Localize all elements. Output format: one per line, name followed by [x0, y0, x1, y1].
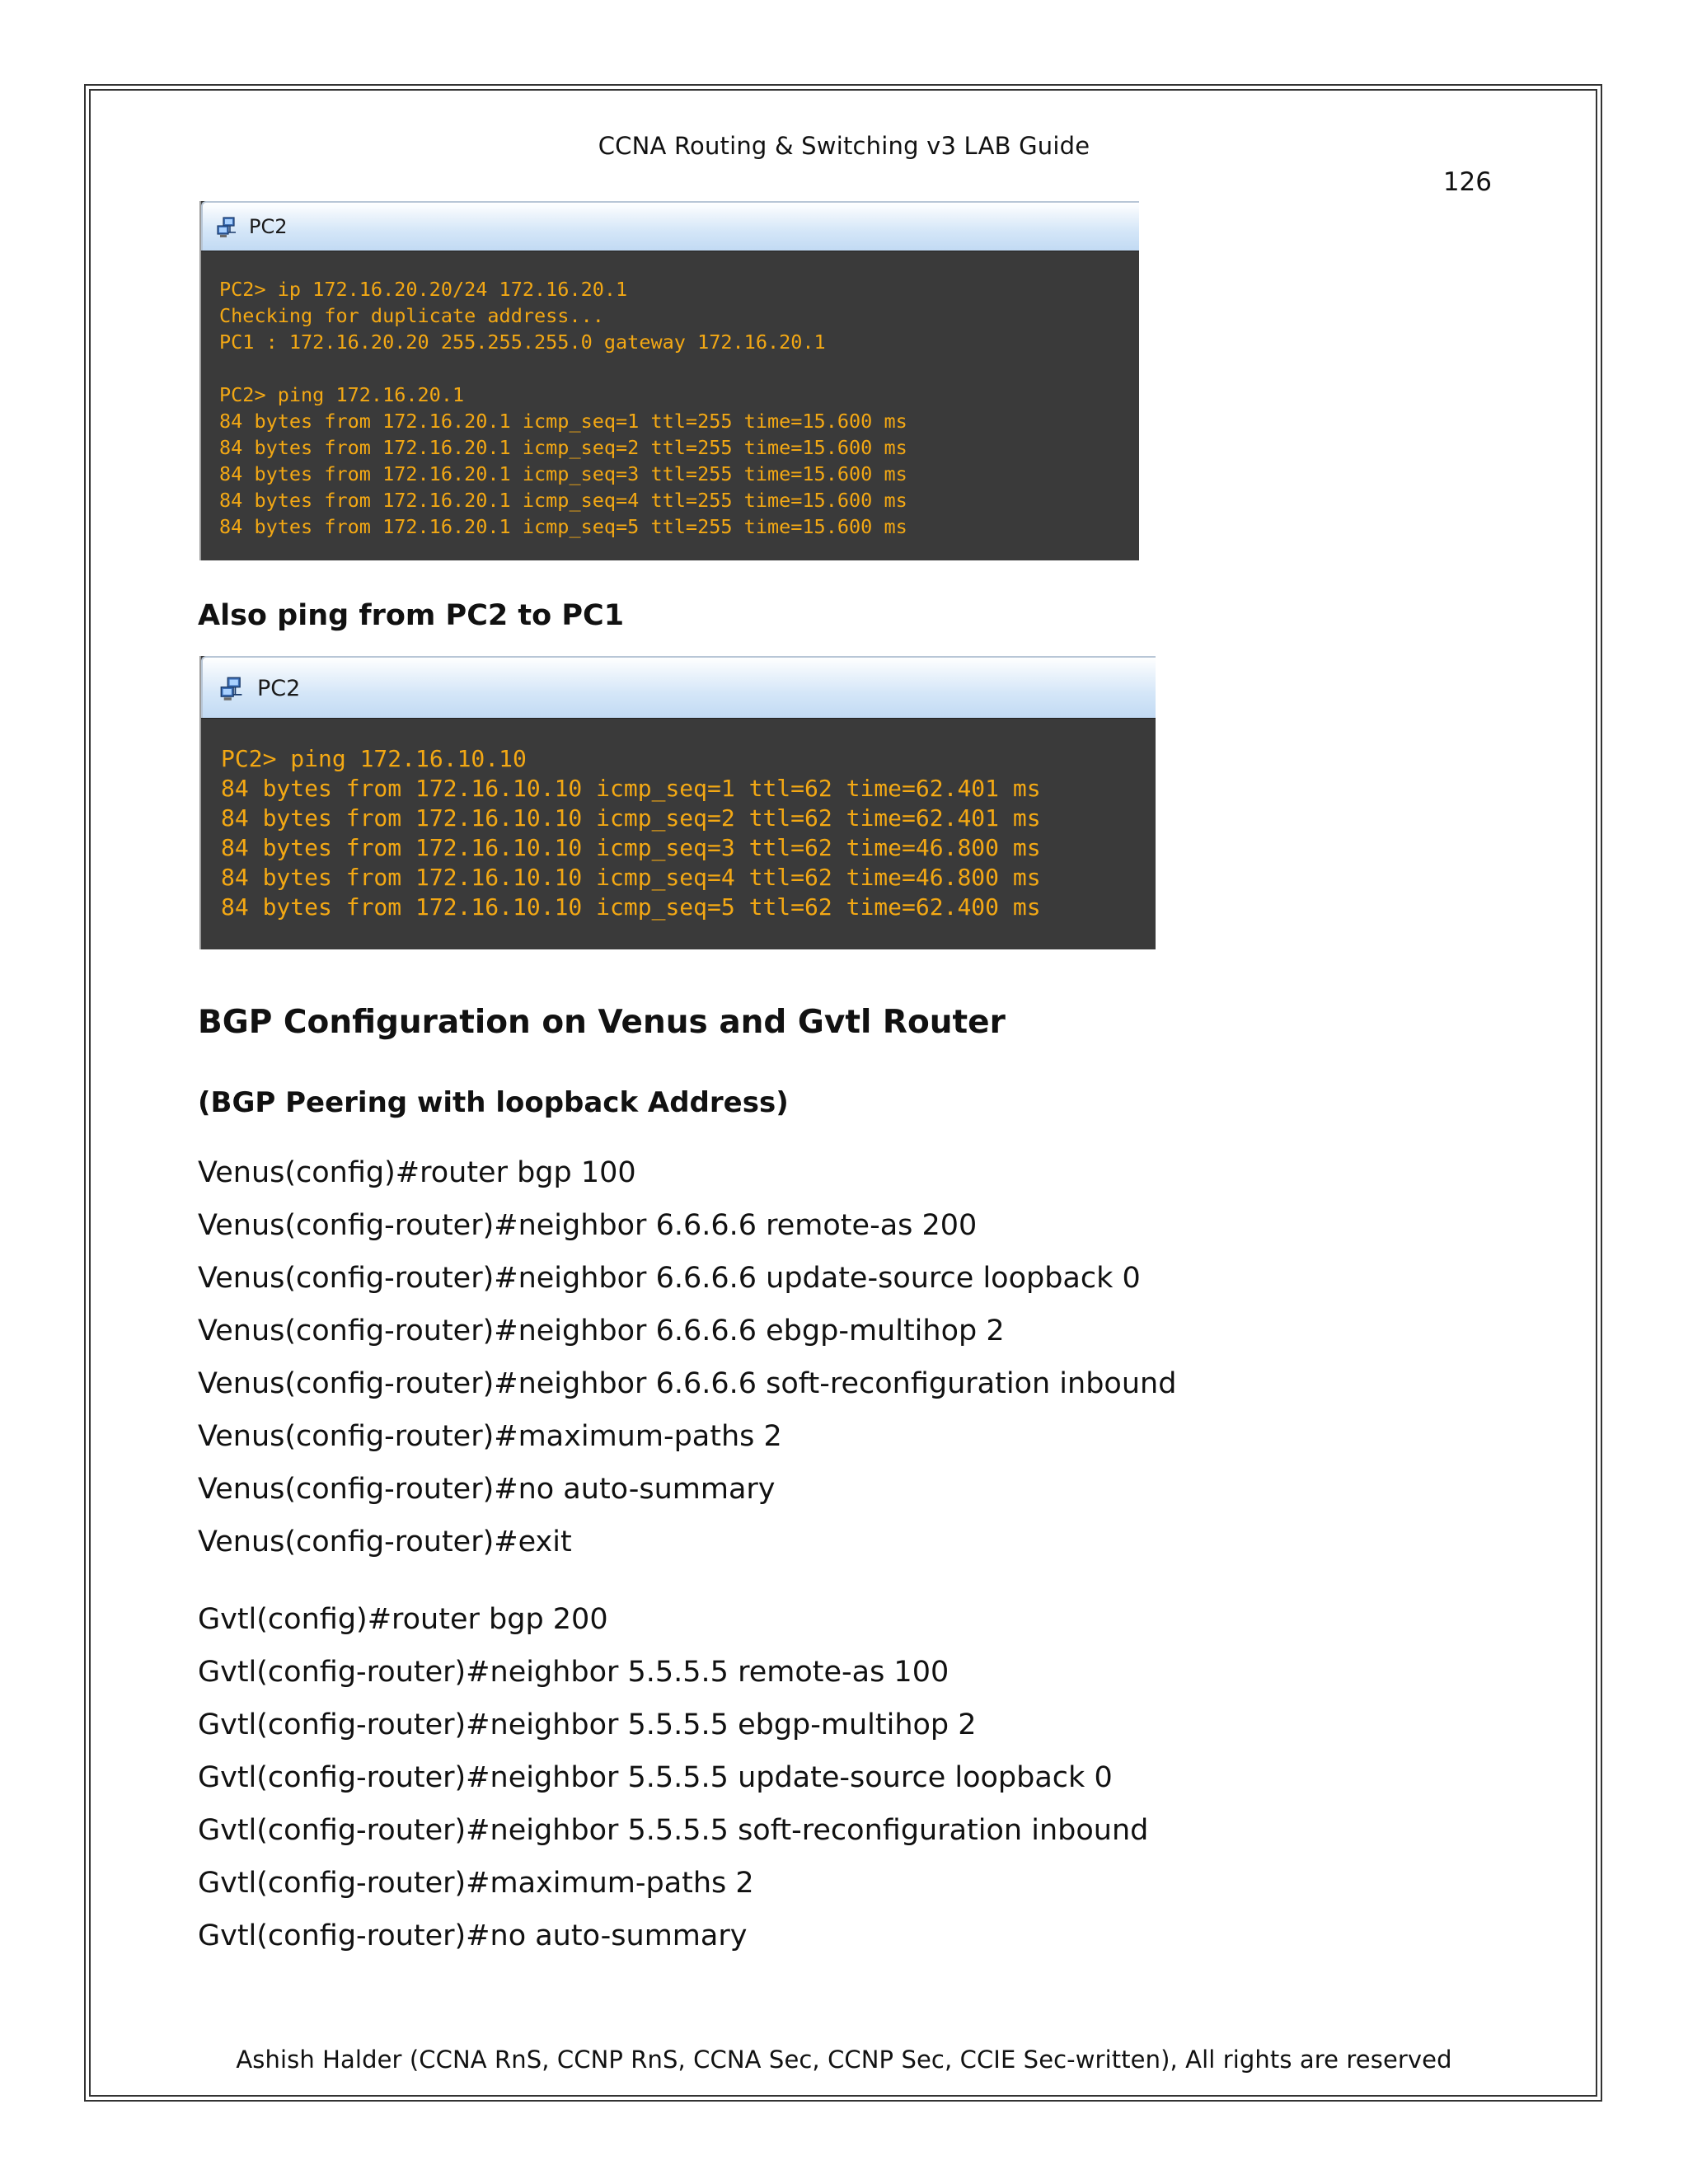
terminal-line: 84 bytes from 172.16.10.10 icmp_seq=2 ttl=62 time=62.401 ms: [221, 804, 1041, 832]
page-number: 126: [1442, 167, 1492, 197]
terminal-line: PC2> ping 172.16.20.1: [219, 383, 465, 406]
venus-command-line: Venus(config-router)#exit: [198, 1526, 572, 1558]
terminal-window-pc2-ping: [201, 656, 1156, 949]
terminal-output: [201, 718, 1156, 949]
network-computers-icon: [216, 216, 239, 239]
terminal-line: 84 bytes from 172.16.10.10 icmp_seq=1 ttl=62 time=62.401 ms: [221, 775, 1041, 802]
caption-ping-pc2-to-pc1: Also ping from PC2 to PC1: [198, 599, 625, 632]
terminal-line: 84 bytes from 172.16.10.10 icmp_seq=5 ttl=62 time=62.400 ms: [221, 893, 1041, 921]
gvtl-command-line: Gvtl(config-router)#neighbor 5.5.5.5 remote-as 100: [198, 1656, 950, 1689]
venus-command-line: Venus(config-router)#maximum-paths 2: [198, 1420, 782, 1453]
venus-command-line: Venus(config-router)#neighbor 6.6.6.6 ebgp-multihop 2: [198, 1315, 1005, 1347]
terminal-line: PC2> ip 172.16.20.20/24 172.16.20.1: [219, 278, 628, 301]
gvtl-command-line: Gvtl(config-router)#neighbor 5.5.5.5 soft-reconfiguration inbound: [198, 1814, 1149, 1847]
terminal-titlebar: [201, 201, 1139, 251]
venus-command-line: Venus(config-router)#neighbor 6.6.6.6 update-source loopback 0: [198, 1262, 1141, 1295]
terminal-line: 84 bytes from 172.16.10.10 icmp_seq=4 ttl=62 time=46.800 ms: [221, 864, 1041, 891]
venus-command-line: Venus(config-router)#neighbor 6.6.6.6 remote-as 200: [198, 1209, 978, 1242]
gvtl-command-line: Gvtl(config-router)#no auto-summary: [198, 1919, 748, 1952]
running-header: CCNA Routing & Switching v3 LAB Guide: [598, 132, 1090, 160]
terminal-line: 84 bytes from 172.16.20.1 icmp_seq=5 ttl=255 time=15.600 ms: [219, 515, 907, 538]
gvtl-command-line: Gvtl(config)#router bgp 200: [198, 1603, 608, 1636]
network-computers-icon: [219, 676, 246, 702]
terminal-titlebar: [201, 656, 1156, 718]
terminal-line: 84 bytes from 172.16.20.1 icmp_seq=1 ttl=255 time=15.600 ms: [219, 410, 907, 433]
gvtl-command-line: Gvtl(config-router)#neighbor 5.5.5.5 update-source loopback 0: [198, 1761, 1113, 1794]
gvtl-command-line: Gvtl(config-router)#neighbor 5.5.5.5 ebgp-multihop 2: [198, 1708, 977, 1741]
venus-command-line: Venus(config-router)#no auto-summary: [198, 1473, 776, 1506]
venus-command-line: Venus(config)#router bgp 100: [198, 1156, 636, 1189]
terminal-title: PC2: [257, 676, 301, 701]
terminal-line: Checking for duplicate address...: [219, 304, 604, 327]
terminal-line: 84 bytes from 172.16.10.10 icmp_seq=3 ttl=62 time=46.800 ms: [221, 834, 1041, 861]
section-subheading: (BGP Peering with loopback Address): [198, 1086, 789, 1119]
terminal-line: PC2> ping 172.16.10.10: [221, 745, 527, 772]
terminal-output: [201, 251, 1139, 560]
terminal-line: 84 bytes from 172.16.20.1 icmp_seq=4 ttl=255 time=15.600 ms: [219, 489, 907, 512]
venus-command-line: Venus(config-router)#neighbor 6.6.6.6 soft-reconfiguration inbound: [198, 1367, 1177, 1400]
gvtl-command-line: Gvtl(config-router)#maximum-paths 2: [198, 1867, 754, 1900]
section-heading: BGP Configuration on Venus and Gvtl Router: [198, 1004, 1006, 1041]
terminal-line: 84 bytes from 172.16.20.1 icmp_seq=3 ttl=255 time=15.600 ms: [219, 462, 907, 485]
terminal-line: 84 bytes from 172.16.20.1 icmp_seq=2 ttl=255 time=15.600 ms: [219, 436, 907, 459]
terminal-line: PC1 : 172.16.20.20 255.255.255.0 gateway 172.16.20.1: [219, 330, 826, 354]
running-footer: Ashish Halder (CCNA RnS, CCNP RnS, CCNA Sec, CCNP Sec, CCIE Sec-written), All rights are reserved: [236, 2046, 1452, 2074]
terminal-title: PC2: [249, 215, 288, 238]
terminal-window-pc2-ip-config: [201, 201, 1139, 560]
